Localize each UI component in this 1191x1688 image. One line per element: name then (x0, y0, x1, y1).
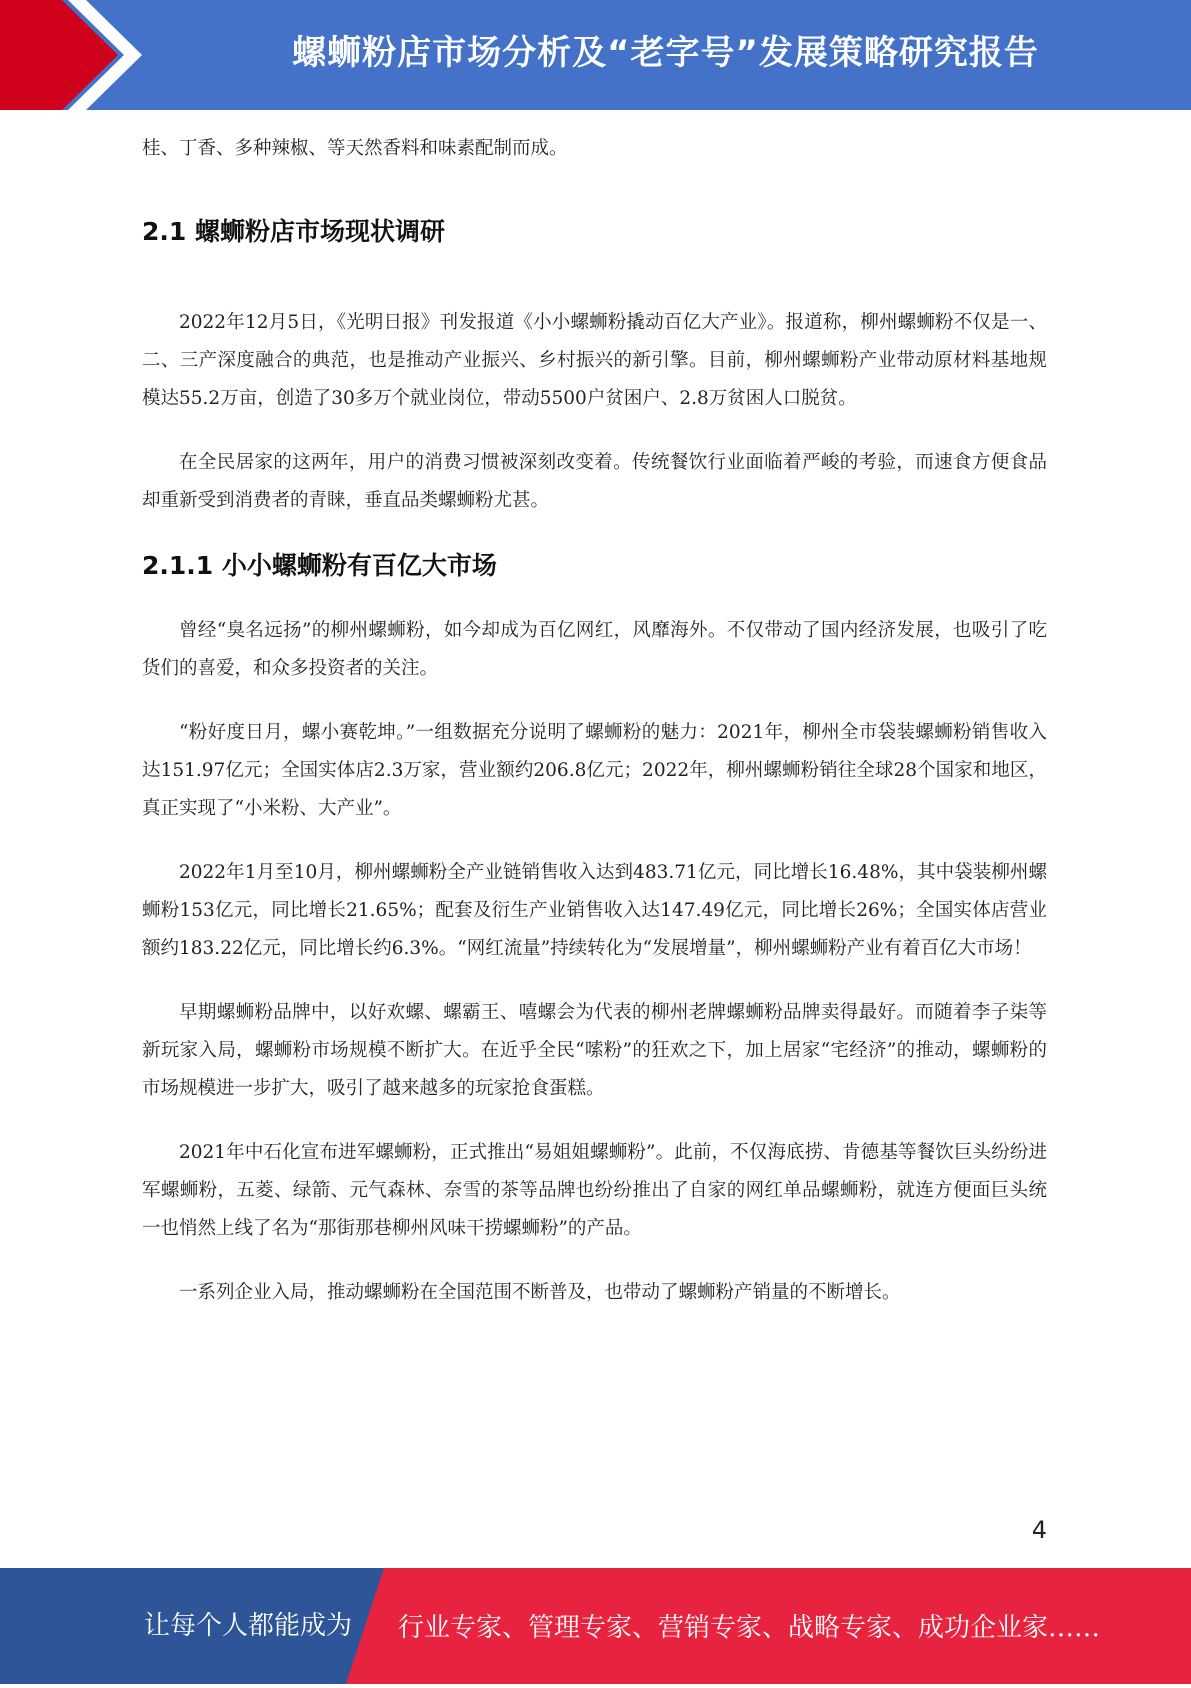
footer-slogan-left: 让每个人都能成为 (144, 1611, 353, 1641)
paragraph: 在全民居家的这两年，用户的消费习惯被深刻改变着。传统餐饮行业面临着严峻的考验，而速食方便食品却重新受到消费者的青睐，垂直品类螺蛳粉尤甚。 (142, 452, 1047, 511)
paragraph: “粉好度日月，螺小赛乾坤。”一组数据充分说明了螺蛳粉的魅力：2021年，柳州全市袋装螺蛳粉销售收入达151.97亿元；全国实体店2.3万家，营业额约206.8亿元；2022年，柳州螺蛳粉销往全球28个国家和地区，真正实现了“小米粉、大产业”。 (142, 722, 1047, 819)
section-heading-2-1: 2.1 螺蛳粉店市场现状调研 (142, 217, 445, 246)
report-footer (0, 1568, 1191, 1684)
paragraph: 2021年中石化宣布进军螺蛳粉，正式推出“易姐姐螺蛳粉”。此前，不仅海底捞、肯德基等餐饮巨头纷纷进军螺蛳粉，五菱、绿箭、元气森林、奈雪的茶等品牌也纷纷推出了自家的网红单品螺蛳粉，就连方便面巨头统一也悄然上线了名为“那街那巷柳州风味干捞螺蛳粉”的产品。 (142, 1142, 1047, 1239)
intro-paragraph: 桂、丁香、多种辣椒、等天然香料和味素配制而成。 (142, 138, 568, 159)
section-heading-2-1-1: 2.1.1 小小螺蛳粉有百亿大市场 (142, 551, 497, 580)
footer-slogan-right: 行业专家、管理专家、营销专家、战略专家、成功企业家…… (398, 1613, 1101, 1643)
paragraph: 2022年1月至10月，柳州螺蛳粉全产业链销售收入达到483.71亿元，同比增长16.48%，其中袋装柳州螺蛳粉153亿元，同比增长21.65%；配套及衍生产业销售收入达147.49亿元，同比增长26%；全国实体店营业额约183.22亿元，同比增长约6.3%。“网红流量”持续转化为“发展增量”，柳州螺蛳粉产业有着百亿大市场！ (142, 862, 1047, 959)
paragraph: 曾经“臭名远扬”的柳州螺蛳粉，如今却成为百亿网红，风靡海外。不仅带动了国内经济发展，也吸引了吃货们的喜爱，和众多投资者的关注。 (142, 620, 1047, 679)
paragraph: 早期螺蛳粉品牌中，以好欢螺、螺霸王、嘻螺会为代表的柳州老牌螺蛳粉品牌卖得最好。而随着李子柒等新玩家入局，螺蛳粉市场规模不断扩大。在近乎全民“嗦粉”的狂欢之下，加上居家“宅经济”的推动，螺蛳粉的市场规模进一步扩大，吸引了越来越多的玩家抢食蛋糕。 (142, 1002, 1047, 1099)
report-title: 螺蛳粉店市场分析及“老字号”发展策略研究报告 (292, 33, 1039, 73)
paragraph: 一系列企业入局，推动螺蛳粉在全国范围不断普及，也带动了螺蛳粉产销量的不断增长。 (179, 1282, 901, 1303)
report-header (0, 0, 1191, 110)
page-number: 4 (1031, 1516, 1047, 1544)
page-content (142, 130, 1047, 1338)
paragraph: 2022年12月5日，《光明日报》刊发报道《小小螺蛳粉撬动百亿大产业》。报道称，柳州螺蛳粉不仅是一、二、三产深度融合的典范，也是推动产业振兴、乡村振兴的新引擎。目前，柳州螺蛳粉产业带动原材料基地规模达55.2万亩，创造了30多万个就业岗位，带动5500户贫困户、2.8万贫困人口脱贫。 (142, 312, 1047, 409)
